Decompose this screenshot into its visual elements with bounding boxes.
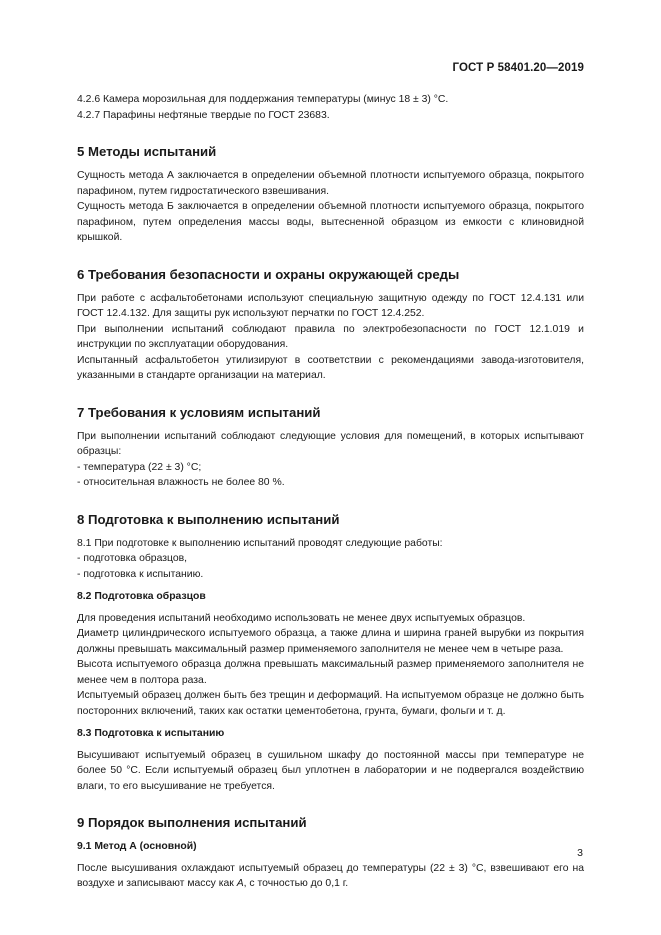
item-4-2-6: 4.2.6 Камера морозильная для поддержания температуры (минус 18 ± 3) °С. [77,94,449,105]
subsection-8-3-title: 8.3 Подготовка к испытанию [77,728,225,739]
document-id-header: ГОСТ Р 58401.20—2019 [452,62,584,74]
list-item: - подготовка образцов, [77,553,188,564]
section-7-paragraph: При выполнении испытаний соблюдают следующие условия для помещений, в которых испытывают образцы: [77,430,584,457]
paragraph-text: После высушивания охлаждают испытуемый образец до температуры (22 ± 3) °С, взвешивают его на воздухе и записывают массу как [77,862,584,889]
subsection-8-2-paragraph: Испытуемый образец должен быть без трещин и деформаций. На испытуемом образце не должно быть посторонних включений, таких как остатки цементобетона, грунта, бумаги, фольги и т. д. [77,690,584,717]
page-number: 3 [577,847,583,859]
subsection-9-1-title: 9.1 Метод А (основной) [77,841,197,852]
section-5-paragraph: Сущность метода А заключается в определении объемной плотности испытуемого образца, покрытого парафином, путем гидростатического взвешивания. [77,170,584,197]
subsection-8-2-paragraph: Высота испытуемого образца должна превышать максимальный размер применяемого заполнителя не менее чем в полтора раза. [77,659,584,686]
section-8-paragraph: 8.1 При подготовке к выполнению испытаний проводят следующие работы: [77,537,443,549]
list-item: - подготовка к испытанию. [77,568,204,580]
section-6-paragraph: Испытанный асфальтобетон утилизируют в соответствии с рекомендациями завода-изготовителя, указанными в стандарте организации на материал. [77,354,584,381]
subsection-8-2-paragraph: Для проведения испытаний необходимо использовать не менее двух испытуемых образцов. [77,612,526,624]
section-5-title: 5 Методы испытаний [77,144,217,159]
subsection-8-2-title: 8.2 Подготовка образцов [77,591,206,602]
section-6-title: 6 Требования безопасности и охраны окружающей среды [77,266,460,282]
subsection-9-1-paragraph [77,861,584,892]
mass-variable: А [236,878,244,889]
list-item: - относительная влажность не более 80 %. [77,477,285,488]
section-5-paragraph: Сущность метода Б заключается в определении объемной плотности испытуемого образца, покрытого парафином, путем определения массы воды, вытесненной образцом из емкости с клиновидной крышкой. [77,201,584,243]
paragraph-text: , с точностью до 0,1 г. [243,878,349,889]
section-7-title: 7 Требования к условиям испытаний [77,404,321,420]
page-content [77,92,584,892]
item-4-2-7: 4.2.7 Парафины нефтяные твердые по ГОСТ 23683. [77,109,330,121]
list-item: - температура (22 ± 3) °С; [77,461,202,473]
section-6-paragraph: При работе с асфальтобетонами используют специальную защитную одежду по ГОСТ 12.4.131 или ГОСТ 12.4.132. Для защиты рук используют перчатки по ГОСТ 12.4.252. [77,292,584,319]
section-9-title: 9 Порядок выполнения испытаний [77,815,307,830]
section-8-title: 8 Подготовка к выполнению испытаний [77,511,340,527]
subsection-8-2-paragraph: Диаметр цилиндрического испытуемого образца, а также длина и ширина граней вырубки из покрытия должны превышать максимальный размер применяемого заполнителя не менее чем в четыре раза. [77,628,584,655]
subsection-8-3-paragraph: Высушивают испытуемый образец в сушильном шкафу до постоянной массы при температуре не более 50 °С. Если испытуемый образец был уплотнен в лаборатории и не подвергался воздействию влаги, то его высушивание не требуется. [77,749,584,792]
section-6-paragraph: При выполнении испытаний соблюдают правила по электробезопасности по ГОСТ 12.1.019 и инструкции по эксплуатации оборудования. [77,323,584,350]
